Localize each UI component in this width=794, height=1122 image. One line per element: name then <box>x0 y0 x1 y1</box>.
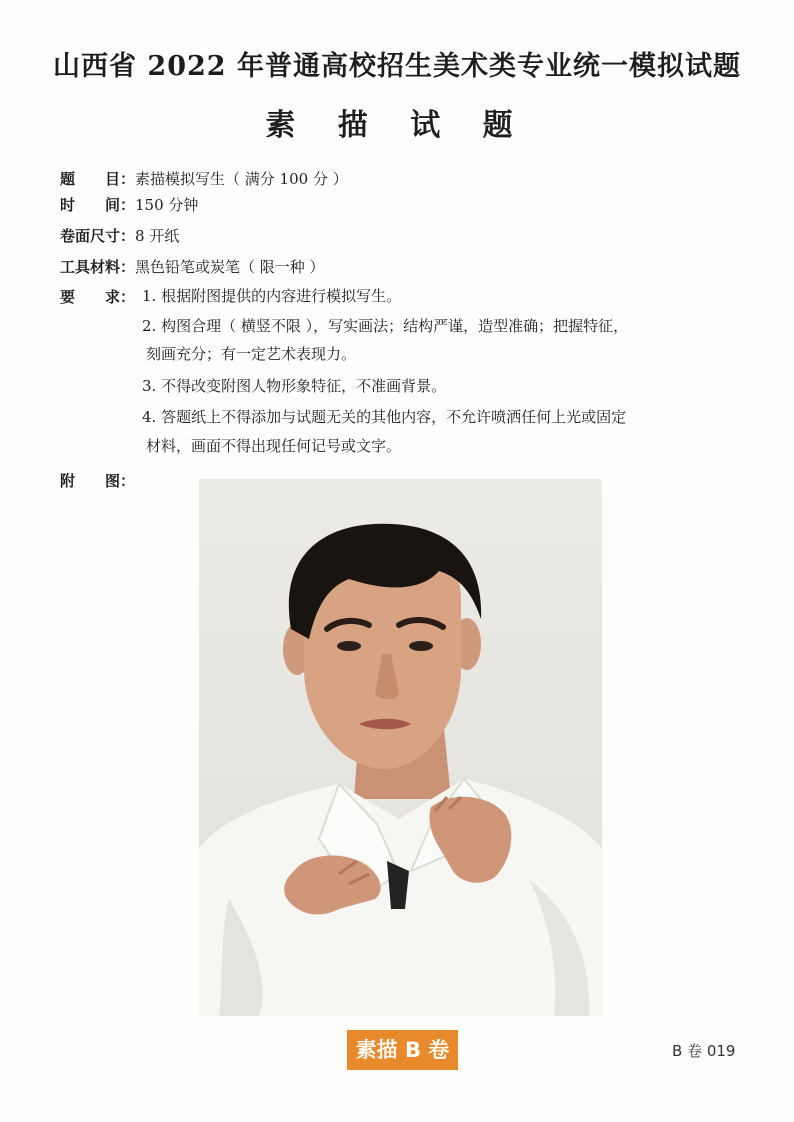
page-code: B 卷 019 <box>672 1042 736 1060</box>
exam-subtitle: 素 描 试 题 <box>265 108 529 143</box>
requirement-item: 1. 根据附图提供的内容进行模拟写生。 <box>142 287 402 305</box>
time-label: 时 间： <box>60 196 136 214</box>
topic-row <box>60 168 348 189</box>
paper-version-badge: 素描 B 卷 <box>347 1030 458 1070</box>
requirement-item: 4. 答题纸上不得添加与试题无关的其他内容，不允许喷洒任何上光或固定 <box>142 408 627 426</box>
requirement-item: 2. 构图合理（ 横竖不限 ），写实画法；结构严谨，造型准确；把握特征， <box>142 317 629 335</box>
time-value: 150 分钟 <box>135 196 199 214</box>
exam-title: 山西省 2022 年普通高校招生美术类专业统一模拟试题 <box>53 51 741 82</box>
figure-label: 附 图： <box>60 472 136 490</box>
requirement-item: 3. 不得改变附图人物形象特征，不准画背景。 <box>142 377 447 395</box>
right-eye <box>409 641 433 651</box>
time-row <box>60 194 198 215</box>
requirements-label: 要 求： <box>60 288 136 306</box>
paper-size-row <box>60 225 179 246</box>
figure-row <box>60 470 135 491</box>
paper-size-value: 8 开纸 <box>135 227 180 245</box>
tools-label: 工具材料： <box>60 258 136 276</box>
topic-value: 素描模拟写生（ 满分 100 分 ） <box>135 170 348 188</box>
portrait-illustration <box>199 479 602 1016</box>
requirement-item: 材料，画面不得出现任何记号或文字。 <box>146 437 402 455</box>
tools-value: 黑色铅笔或炭笔（ 限一种 ） <box>135 258 325 276</box>
requirements-row <box>60 286 135 307</box>
paper-size-label: 卷面尺寸： <box>60 227 136 245</box>
topic-label: 题 目： <box>60 170 136 188</box>
tools-row <box>60 256 325 277</box>
left-eye <box>337 641 361 651</box>
requirement-item: 刻画充分；有一定艺术表现力。 <box>146 345 357 363</box>
reference-photo <box>199 479 602 1016</box>
